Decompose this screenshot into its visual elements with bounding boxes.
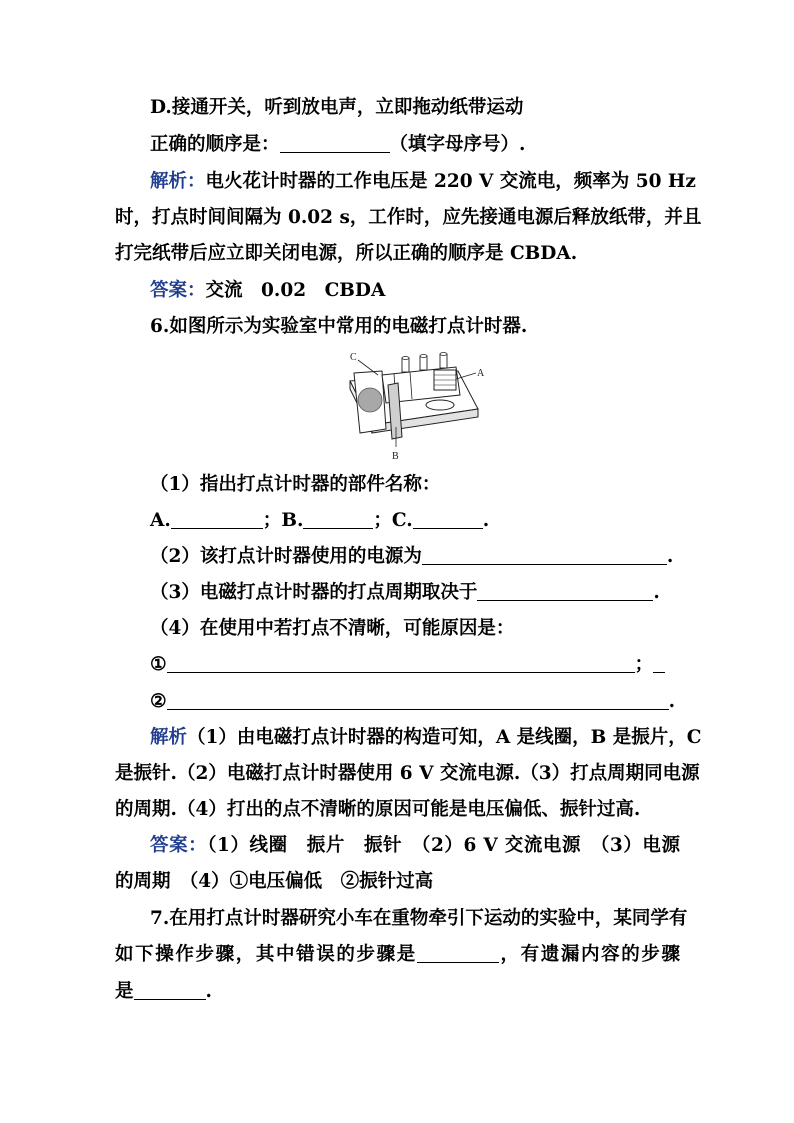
- q7-line2: [115, 937, 680, 973]
- binding-post: [440, 354, 447, 368]
- q7-line2-before: 如下操作步骤，其中错误的步骤是: [115, 944, 417, 965]
- q6-part2: [150, 539, 673, 575]
- q6-analysis-line2: 是振针.（2）电磁打点计时器使用 6 V 交流电源.（3）打点周期同电源: [115, 763, 700, 784]
- q6-part2-end: .: [666, 546, 674, 567]
- binding-post: [402, 358, 409, 372]
- q6-analysis-text1: （1）由电磁打点计时器的构造可知，A 是线圈，B 是振片，C: [187, 727, 702, 748]
- q7-line3: [115, 974, 212, 1010]
- q6-part1-sep: ；: [262, 510, 282, 531]
- q6-part1-b-label: B.: [281, 510, 304, 531]
- q5-answer-label: 答案：: [150, 280, 206, 301]
- q6-part3: [150, 575, 660, 611]
- q6-part1-sep: ；: [373, 510, 392, 531]
- q5-option-d: D.接通开关，听到放电声，立即拖动纸带运动: [150, 97, 524, 118]
- q6-part4-item1: [150, 647, 665, 683]
- q5-analysis-line2: 时，打点时间间隔为 0.02 s，工作时，应先接通电源后释放纸带，并且: [115, 207, 702, 228]
- figure-label-a: A: [477, 368, 485, 379]
- q7-line3-end: .: [205, 981, 212, 1002]
- q5-answer-text: 交流 0.02 CBDA: [205, 280, 386, 301]
- q5-analysis-line3: 打完纸带后应立即关闭电源，所以正确的顺序是 CBDA.: [115, 243, 578, 264]
- q6-part3-blank: [477, 585, 653, 601]
- q5-analysis-text1: 电火花计时器的工作电压是 220 V 交流电，频率为 50 Hz: [205, 171, 696, 192]
- q7-missing-step-blank: [134, 984, 206, 1000]
- q6-part1-blanks: [150, 503, 489, 539]
- binding-post-top: [420, 355, 427, 358]
- q6-part4-item1-blank: [167, 657, 635, 673]
- q6-part4-item1-marker: ①: [150, 654, 167, 675]
- q6-answer-line2: 的周期 （4）①电压偏低 ②振针过高: [115, 871, 434, 892]
- figure-label-c: C: [350, 352, 357, 363]
- paper-disc: [358, 388, 382, 412]
- q6-part1-a-blank: [171, 513, 263, 529]
- q6-part2-prompt: （2）该打点计时器使用的电源为: [150, 546, 422, 567]
- q6-part2-blank: [422, 549, 667, 565]
- q5-analysis-label: 解析：: [150, 171, 206, 192]
- q6-analysis-line3: 的周期.（4）打出的点不清晰的原因可能是电压偏低、振针过高.: [115, 799, 641, 820]
- binding-post-top: [440, 353, 447, 356]
- q6-part4-item2-marker: ②: [150, 691, 167, 712]
- electromagnetic-timer-figure: [340, 345, 490, 465]
- binding-post: [420, 356, 427, 370]
- q6-part4-item2-blank: [167, 694, 669, 710]
- q6-answer-label: 答案：: [150, 835, 208, 856]
- q6-part3-prompt: （3）电磁打点计时器的打点周期取决于: [150, 582, 478, 603]
- q6-part4-item2-end: .: [668, 691, 676, 712]
- q6-answer-text1: （1）线圈 振片 振针 （2）6 V 交流电源 （3）电源: [207, 835, 680, 856]
- q6-part3-end: .: [653, 582, 660, 603]
- binding-post-top: [402, 357, 409, 360]
- q5-answer-line: [150, 273, 385, 309]
- q6-part1-end: .: [482, 510, 490, 531]
- q6-part1-c-label: C.: [391, 510, 413, 531]
- q6-part1-b-blank: [303, 513, 373, 529]
- q6-part4-item1-end: ；: [634, 654, 654, 675]
- board-hole: [426, 400, 454, 410]
- q5-order-hint: （填字母序号）.: [389, 134, 526, 155]
- q6-part1-prompt: （1）指出打点计时器的部件名称：: [150, 474, 441, 495]
- figure-label-b: B: [392, 451, 399, 462]
- q7-line3-before: 是: [115, 981, 134, 1002]
- q6-analysis-line1: [150, 720, 702, 756]
- q5-analysis-line1: [150, 164, 696, 200]
- q6-answer-line1: [150, 828, 680, 864]
- q7-wrong-step-blank: [417, 947, 499, 963]
- q6-part1-a-label: A.: [150, 510, 171, 531]
- q7-line1: 7.在用打点计时器研究小车在重物牵引下运动的实验中，某同学有: [150, 908, 688, 929]
- q6-part4-item1-tail-blank: [653, 657, 665, 673]
- q5-order-prompt: 正确的顺序是：: [150, 134, 280, 155]
- q5-order-line: [150, 127, 525, 163]
- q6-stem: 6.如图所示为实验室中常用的电磁打点计时器.: [150, 316, 528, 337]
- q6-analysis-label: 解析: [150, 727, 188, 748]
- q6-part1-c-blank: [413, 513, 483, 529]
- q6-part4-item2: [150, 684, 675, 720]
- q5-order-blank: [280, 137, 390, 153]
- q7-line2-after: ，有遗漏内容的步骤: [498, 944, 680, 965]
- q6-part4-prompt: （4）在使用中若打点不清晰，可能原因是：: [150, 618, 515, 639]
